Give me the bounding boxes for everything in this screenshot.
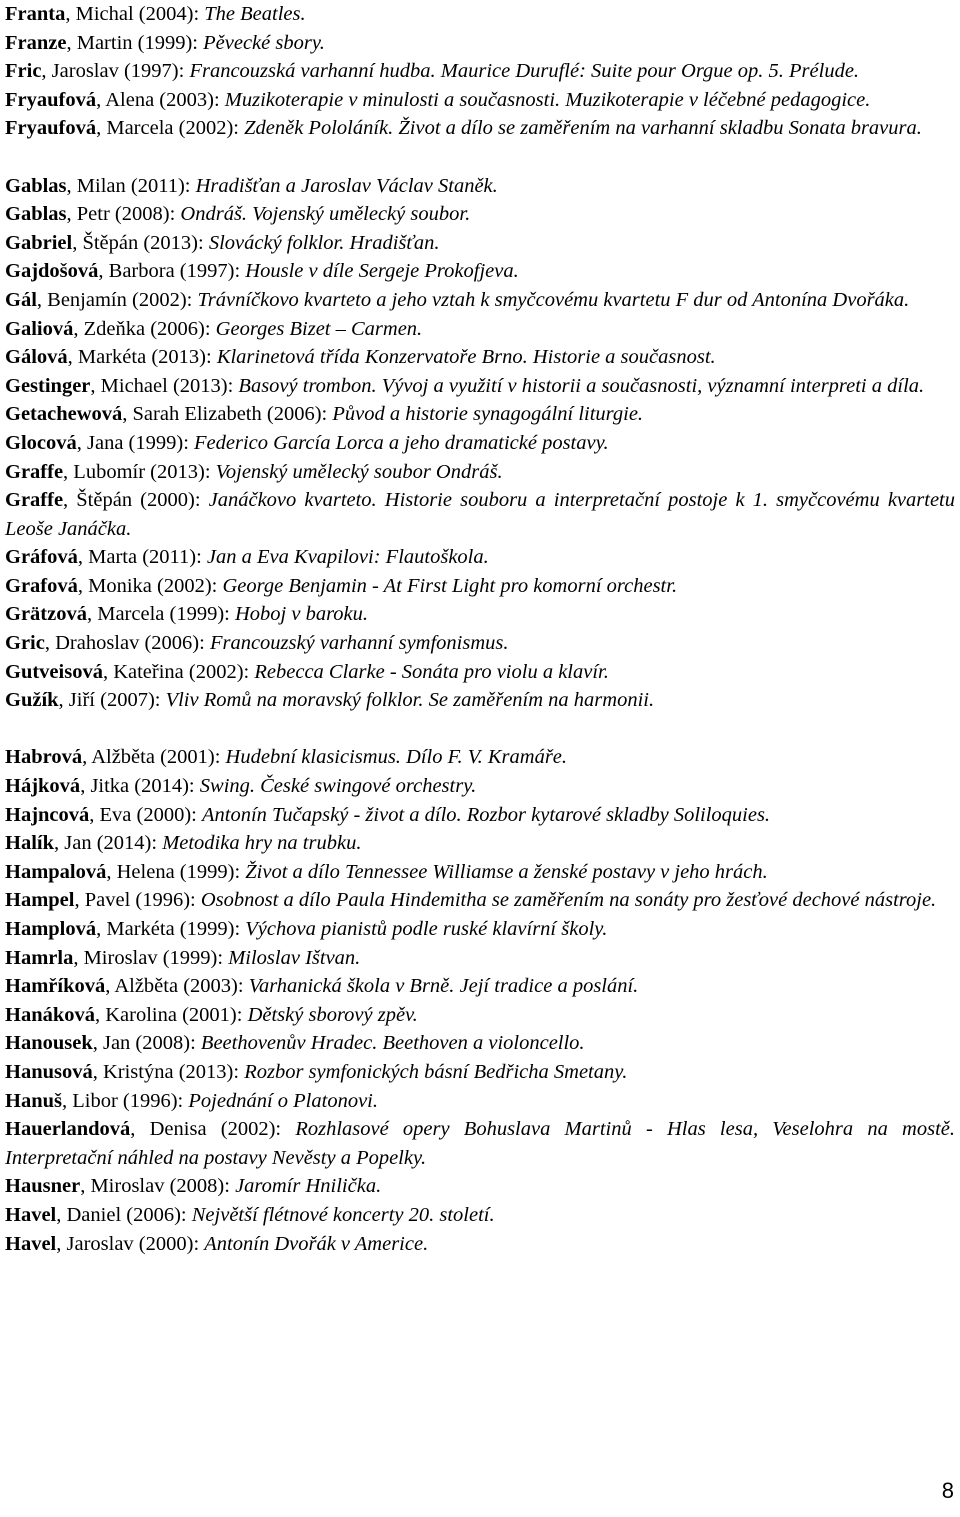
thesis-title: Vliv Romů na moravský folklor. Se zaměřením na harmonii. [165,689,655,712]
bibliography-entry [5,1029,955,1058]
bibliography-entry [5,944,955,973]
bibliography-entry [5,114,955,143]
thesis-title: Francouzská varhanní hudba. Maurice Duruflé: Suite pour Orgue op. 5. Prélude. [189,60,860,83]
bibliography-entry [5,86,955,115]
thesis-title: Francouzský varhanní symfonismus. [209,632,509,655]
thesis-title: Hradišťan a Jaroslav Václav Staněk. [195,174,498,197]
author-surname: Halík [5,832,54,855]
author-surname: Hanáková [5,1003,95,1026]
author-surname: Gablas [5,203,67,226]
bibliography-entry [5,1058,955,1087]
author-surname: Franta [5,3,66,25]
author-surname: Grätzová [5,603,87,626]
author-name-year: , Miroslav (1999): [73,946,229,969]
author-surname: Graffe [5,489,64,512]
thesis-title: Varhanická škola v Brně. Její tradice a poslání. [248,975,639,998]
bibliography-entry [5,286,955,315]
bibliography-entry [5,29,955,58]
author-name-year: , Barbora (1997): [98,260,246,283]
bibliography-entry [5,543,955,572]
author-name-year: , Štěpán (2013): [72,231,209,254]
author-name-year: , Drahoslav (2006): [44,632,210,655]
thesis-title: Dětský sborový zpěv. [247,1003,418,1026]
thesis-title: Zdeněk Pololáník. Život a dílo se zaměřením na varhanní skladbu Sonata bravura. [244,117,922,140]
author-surname: Grafová [5,574,78,597]
bibliography-entry [5,1001,955,1030]
author-surname: Glocová [5,431,77,454]
author-name-year: , Miroslav (2008): [80,1175,236,1198]
bibliography-entry [5,1115,955,1172]
author-surname: Gál [5,288,37,311]
author-name-year: , Monika (2002): [77,574,223,597]
author-name-year: , Milan (2011): [66,174,196,197]
bibliography-entry [5,858,955,887]
bibliography-entry [5,429,955,458]
bibliography-entry [5,372,955,401]
thesis-title: Beethovenův Hradec. Beethoven a violoncello. [200,1032,585,1055]
bibliography-entry [5,829,955,858]
page-number: 8 [941,1478,954,1503]
author-name-year: , Alena (2003): [96,88,225,111]
author-surname: Gálová [5,346,68,369]
author-surname: Gužík [5,689,59,712]
bibliography-entry [5,57,955,86]
author-name-year: , Jana (1999): [76,431,195,454]
thesis-title: Výchova pianistů podle ruské klavírní školy. [245,918,608,940]
bibliography-entry [5,200,955,229]
bibliography-entry [5,1172,955,1201]
author-name-year: , Helena (1999): [106,860,246,883]
author-name-year: , Daniel (2006): [56,1203,192,1226]
thesis-title: Federico García Lorca a jeho dramatické postavy. [194,431,609,454]
author-surname: Havel [5,1203,57,1226]
author-name-year: , Zdeňka (2006): [73,317,216,340]
bibliography-entry [5,1087,955,1116]
thesis-title: Miloslav Ištvan. [228,946,361,969]
thesis-title: Basový trombon. Vývoj a využití v historii a současnosti, významní interpreti a díla. [238,374,925,397]
thesis-title: Původ a historie synagogální liturgie. [332,403,644,426]
thesis-title: Největší flétnové koncerty 20. století. [191,1203,495,1226]
thesis-title: Rebecca Clarke - Sonáta pro violu a klavír. [254,660,609,683]
author-name-year: , Markéta (2013): [67,346,217,369]
author-surname: Gráfová [5,546,78,569]
author-name-year: , Jaroslav (2000): [56,1232,205,1255]
author-surname: Hanusová [5,1060,93,1083]
bibliography-entry [5,572,955,601]
bibliography-entry [5,658,955,687]
author-surname: Franze [5,31,67,54]
author-name-year: , Martin (1999): [66,31,204,54]
author-name-year: , Sarah Elizabeth (2006): [122,403,333,426]
author-surname: Getachewová [5,403,123,426]
author-name-year: , Petr (2008): [66,203,181,226]
author-name-year: , Michal (2004): [65,3,205,25]
thesis-title: Život a dílo Tennessee Williamse a ženské postavy v jeho hrách. [245,860,768,883]
thesis-title: Jaromír Hnilička. [235,1175,382,1198]
thesis-title: Housle v díle Sergeje Prokofjeva. [245,260,519,283]
author-surname: Graffe [5,460,64,483]
author-surname: Hamrla [5,946,74,969]
author-name-year: , Štěpán (2000): [63,489,209,512]
author-surname: Hausner [5,1175,81,1198]
bibliography-list [5,0,955,1258]
thesis-title: Metodika hry na trubku. [162,832,362,855]
author-name-year: , Denisa (2002): [130,1118,296,1141]
author-surname: Fryaufová [5,117,97,140]
bibliography-entry [5,801,955,830]
thesis-title: Rozhlasové opery Bohuslava Martinů - Hlas lesa, Veselohra na mostě. Interpretační náhled na postavy Nevěsty a Popelky. [5,1118,955,1169]
bibliography-entry [5,229,955,258]
author-name-year: , Alžběta (2001): [82,746,226,769]
thesis-title: Jan a Eva Kvapilovi: Flautoškola. [206,546,489,569]
author-name-year: , Jan (2014): [54,832,163,855]
author-surname: Gablas [5,174,67,197]
author-surname: Fryaufová [5,88,97,111]
author-name-year: , Michael (2013): [90,374,239,397]
bibliography-entry [5,400,955,429]
author-surname: Habrová [5,746,83,769]
author-surname: Hájková [5,775,81,798]
author-surname: Hamříková [5,975,106,998]
author-name-year: , Eva (2000): [89,803,203,826]
author-surname: Hampalová [5,860,107,883]
author-name-year: , Marta (2011): [77,546,207,569]
author-surname: Gric [5,632,45,655]
thesis-title: Pěvecké sbory. [203,31,325,54]
thesis-title: George Benjamin - At First Light pro komorní orchestr. [222,574,678,597]
bibliography-entry [5,1201,955,1230]
thesis-title: Muzikoterapie v minulosti a současnosti. Muzikoterapie v léčebné pedagogice. [224,88,871,111]
author-name-year: , Jitka (2014): [80,775,200,798]
author-name-year: , Jiří (2007): [58,689,166,712]
author-surname: Havel [5,1232,57,1255]
section-gap [5,715,955,744]
author-surname: Hajncová [5,803,90,826]
thesis-title: Trávníčkovo kvarteto a jeho vztah k smyčcovému kvartetu F dur od Antonína Dvořáka. [197,288,910,311]
thesis-title: Vojenský umělecký soubor Ondráš. [215,460,503,483]
thesis-title: Osobnost a dílo Paula Hindemitha se zaměřením na sonáty pro žesťové dechové nástroje. [200,889,937,912]
thesis-title: Rozbor symfonických básní Bedřicha Smetany. [244,1060,628,1083]
author-name-year: , Marcela (1999): [86,603,235,626]
author-surname: Hanousek [5,1032,93,1055]
bibliography-entry [5,486,955,543]
author-surname: Hauerlandová [5,1118,131,1141]
thesis-title: Hoboj v baroku. [234,603,369,626]
author-surname: Fric [5,60,42,83]
thesis-title: Klarinetová třída Konzervatoře Brno. Historie a současnost. [216,346,716,369]
author-surname: Gestinger [5,374,91,397]
bibliography-entry [5,915,955,944]
author-surname: Gabriel [5,231,73,254]
author-name-year: , Lubomír (2013): [63,460,216,483]
author-surname: Gajdošová [5,260,99,283]
author-name-year: , Kateřina (2002): [102,660,255,683]
bibliography-entry [5,972,955,1001]
author-surname: Hamplová [5,918,97,940]
bibliography-entry [5,600,955,629]
bibliography-entry [5,1230,955,1259]
author-name-year: , Kristýna (2013): [92,1060,245,1083]
bibliography-entry [5,343,955,372]
author-surname: Hanuš [5,1089,62,1112]
author-surname: Hampel [5,889,75,912]
thesis-title: Antonín Tučapský - život a dílo. Rozbor kytarové skladby Soliloquies. [202,803,771,826]
author-name-year: , Benjamín (2002): [36,288,198,311]
author-name-year: , Marcela (2002): [96,117,245,140]
thesis-title: The Beatles. [204,3,306,25]
bibliography-entry [5,686,955,715]
author-name-year: , Pavel (1996): [74,889,201,912]
author-name-year: , Markéta (1999): [96,918,246,940]
section-gap [5,143,955,172]
bibliography-entry [5,257,955,286]
author-name-year: , Jaroslav (1997): [41,60,190,83]
thesis-title: Antonín Dvořák v Americe. [204,1232,429,1255]
author-name-year: , Alžběta (2003): [105,975,249,998]
thesis-title: Ondráš. Vojenský umělecký soubor. [180,203,471,226]
author-name-year: , Libor (1996): [61,1089,189,1112]
thesis-title: Pojednání o Platonovi. [188,1089,378,1112]
thesis-title: Swing. České swingové orchestry. [199,775,477,798]
bibliography-entry [5,743,955,772]
bibliography-entry [5,315,955,344]
bibliography-entry [5,886,955,915]
bibliography-entry [5,772,955,801]
thesis-title: Janáčkovo kvarteto. Historie souboru a interpretační postoje k 1. smyčcovému kvartetu Leoše Janáčka. [5,489,955,540]
bibliography-entry [5,0,955,29]
author-surname: Gutveisová [5,660,103,683]
thesis-title: Georges Bizet – Carmen. [215,317,423,340]
thesis-title: Hudební klasicismus. Dílo F. V. Kramáře. [225,746,568,769]
author-name-year: , Karolina (2001): [95,1003,248,1026]
author-name-year: , Jan (2008): [92,1032,201,1055]
bibliography-entry [5,458,955,487]
author-surname: Galiová [5,317,74,340]
bibliography-entry [5,629,955,658]
bibliography-entry [5,172,955,201]
thesis-title: Slovácký folklor. Hradišťan. [208,231,440,254]
